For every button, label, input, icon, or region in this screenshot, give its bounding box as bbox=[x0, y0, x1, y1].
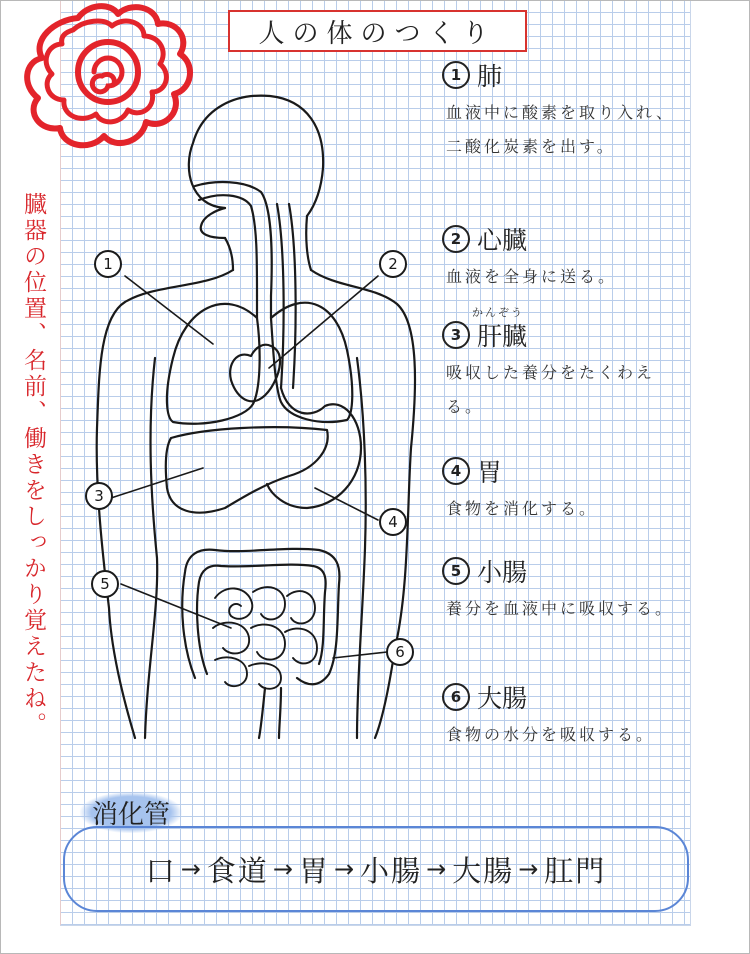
diagram-label-5 bbox=[92, 571, 118, 597]
organ-description: 血液中に酸素を取り入れ、二酸化炭素を出す。 bbox=[446, 103, 675, 156]
organ-item-liver bbox=[442, 306, 687, 424]
digestive-step: 胃 bbox=[298, 853, 330, 888]
organ-number: 2 bbox=[442, 225, 470, 253]
organ-number: 1 bbox=[442, 61, 470, 89]
organ-number: 3 bbox=[442, 321, 470, 349]
arrow-icon: → bbox=[272, 855, 295, 883]
diagram-label-2 bbox=[380, 251, 406, 277]
organ-description: 血液を全身に送る。 bbox=[446, 267, 618, 286]
digestive-step: 食道 bbox=[206, 853, 269, 888]
digestive-step: 小腸 bbox=[360, 853, 423, 888]
organ-description: 食物の水分を吸収する。 bbox=[446, 725, 656, 744]
diagram-label-5-text: 5 bbox=[100, 575, 110, 593]
diagram-label-2-text: 2 bbox=[388, 255, 398, 273]
left-lung bbox=[167, 304, 260, 424]
diagram-label-4-text: 4 bbox=[388, 513, 398, 531]
arrow-icon: → bbox=[426, 855, 449, 883]
small-intestine bbox=[213, 587, 317, 689]
organ-item-large-intestine bbox=[442, 678, 687, 752]
arrow-icon: → bbox=[180, 855, 203, 883]
organ-name: 肺 bbox=[473, 57, 506, 93]
organ-name: 胃 bbox=[473, 453, 506, 489]
page-title: 人の体のつくり bbox=[228, 10, 527, 52]
organ-name: 小腸 bbox=[473, 553, 531, 589]
diagram-label-3 bbox=[86, 483, 112, 509]
organ-description: 吸収した養分をたくわえる。 bbox=[446, 363, 656, 416]
digestive-step: 大腸 bbox=[452, 853, 515, 888]
diagram-label-1 bbox=[95, 251, 121, 277]
stomach bbox=[267, 388, 361, 508]
organ-name: 肝臓 bbox=[473, 317, 531, 353]
organ-description: 養分を血液中に吸収する。 bbox=[446, 599, 675, 618]
organ-name: 大腸 bbox=[473, 679, 531, 715]
digestive-step: 口 bbox=[145, 853, 177, 888]
arrow-icon: → bbox=[333, 855, 357, 883]
organ-name: 心臓 bbox=[473, 221, 531, 257]
organ-number: 4 bbox=[442, 457, 470, 485]
arrow-icon: → bbox=[518, 855, 541, 883]
organ-ruby: かんぞう bbox=[472, 306, 524, 319]
side-note: 臓器の位置、名前、働きをしっかり覚えたね。 bbox=[20, 192, 46, 738]
diagram-label-1-text: 1 bbox=[103, 255, 113, 273]
diagram-label-6 bbox=[387, 639, 413, 665]
digestive-tract-label: 消化管 bbox=[80, 792, 182, 833]
organ-number: 5 bbox=[442, 557, 470, 585]
organ-item-stomach bbox=[442, 452, 687, 526]
anatomy-diagram bbox=[75, 88, 435, 748]
organ-number: 6 bbox=[442, 683, 470, 711]
diagram-label-4 bbox=[380, 509, 406, 535]
digestive-path-box bbox=[63, 826, 689, 912]
diagram-label-3-text: 3 bbox=[94, 487, 104, 505]
organ-item-heart bbox=[442, 220, 687, 294]
organ-item-lung bbox=[442, 56, 687, 164]
digestive-step: 肛門 bbox=[544, 853, 607, 888]
organ-description: 食物を消化する。 bbox=[446, 499, 599, 518]
torso-outline bbox=[97, 270, 233, 738]
diagram-label-6-text: 6 bbox=[395, 643, 405, 661]
liver bbox=[166, 427, 328, 512]
organ-item-small-intestine bbox=[442, 552, 687, 626]
